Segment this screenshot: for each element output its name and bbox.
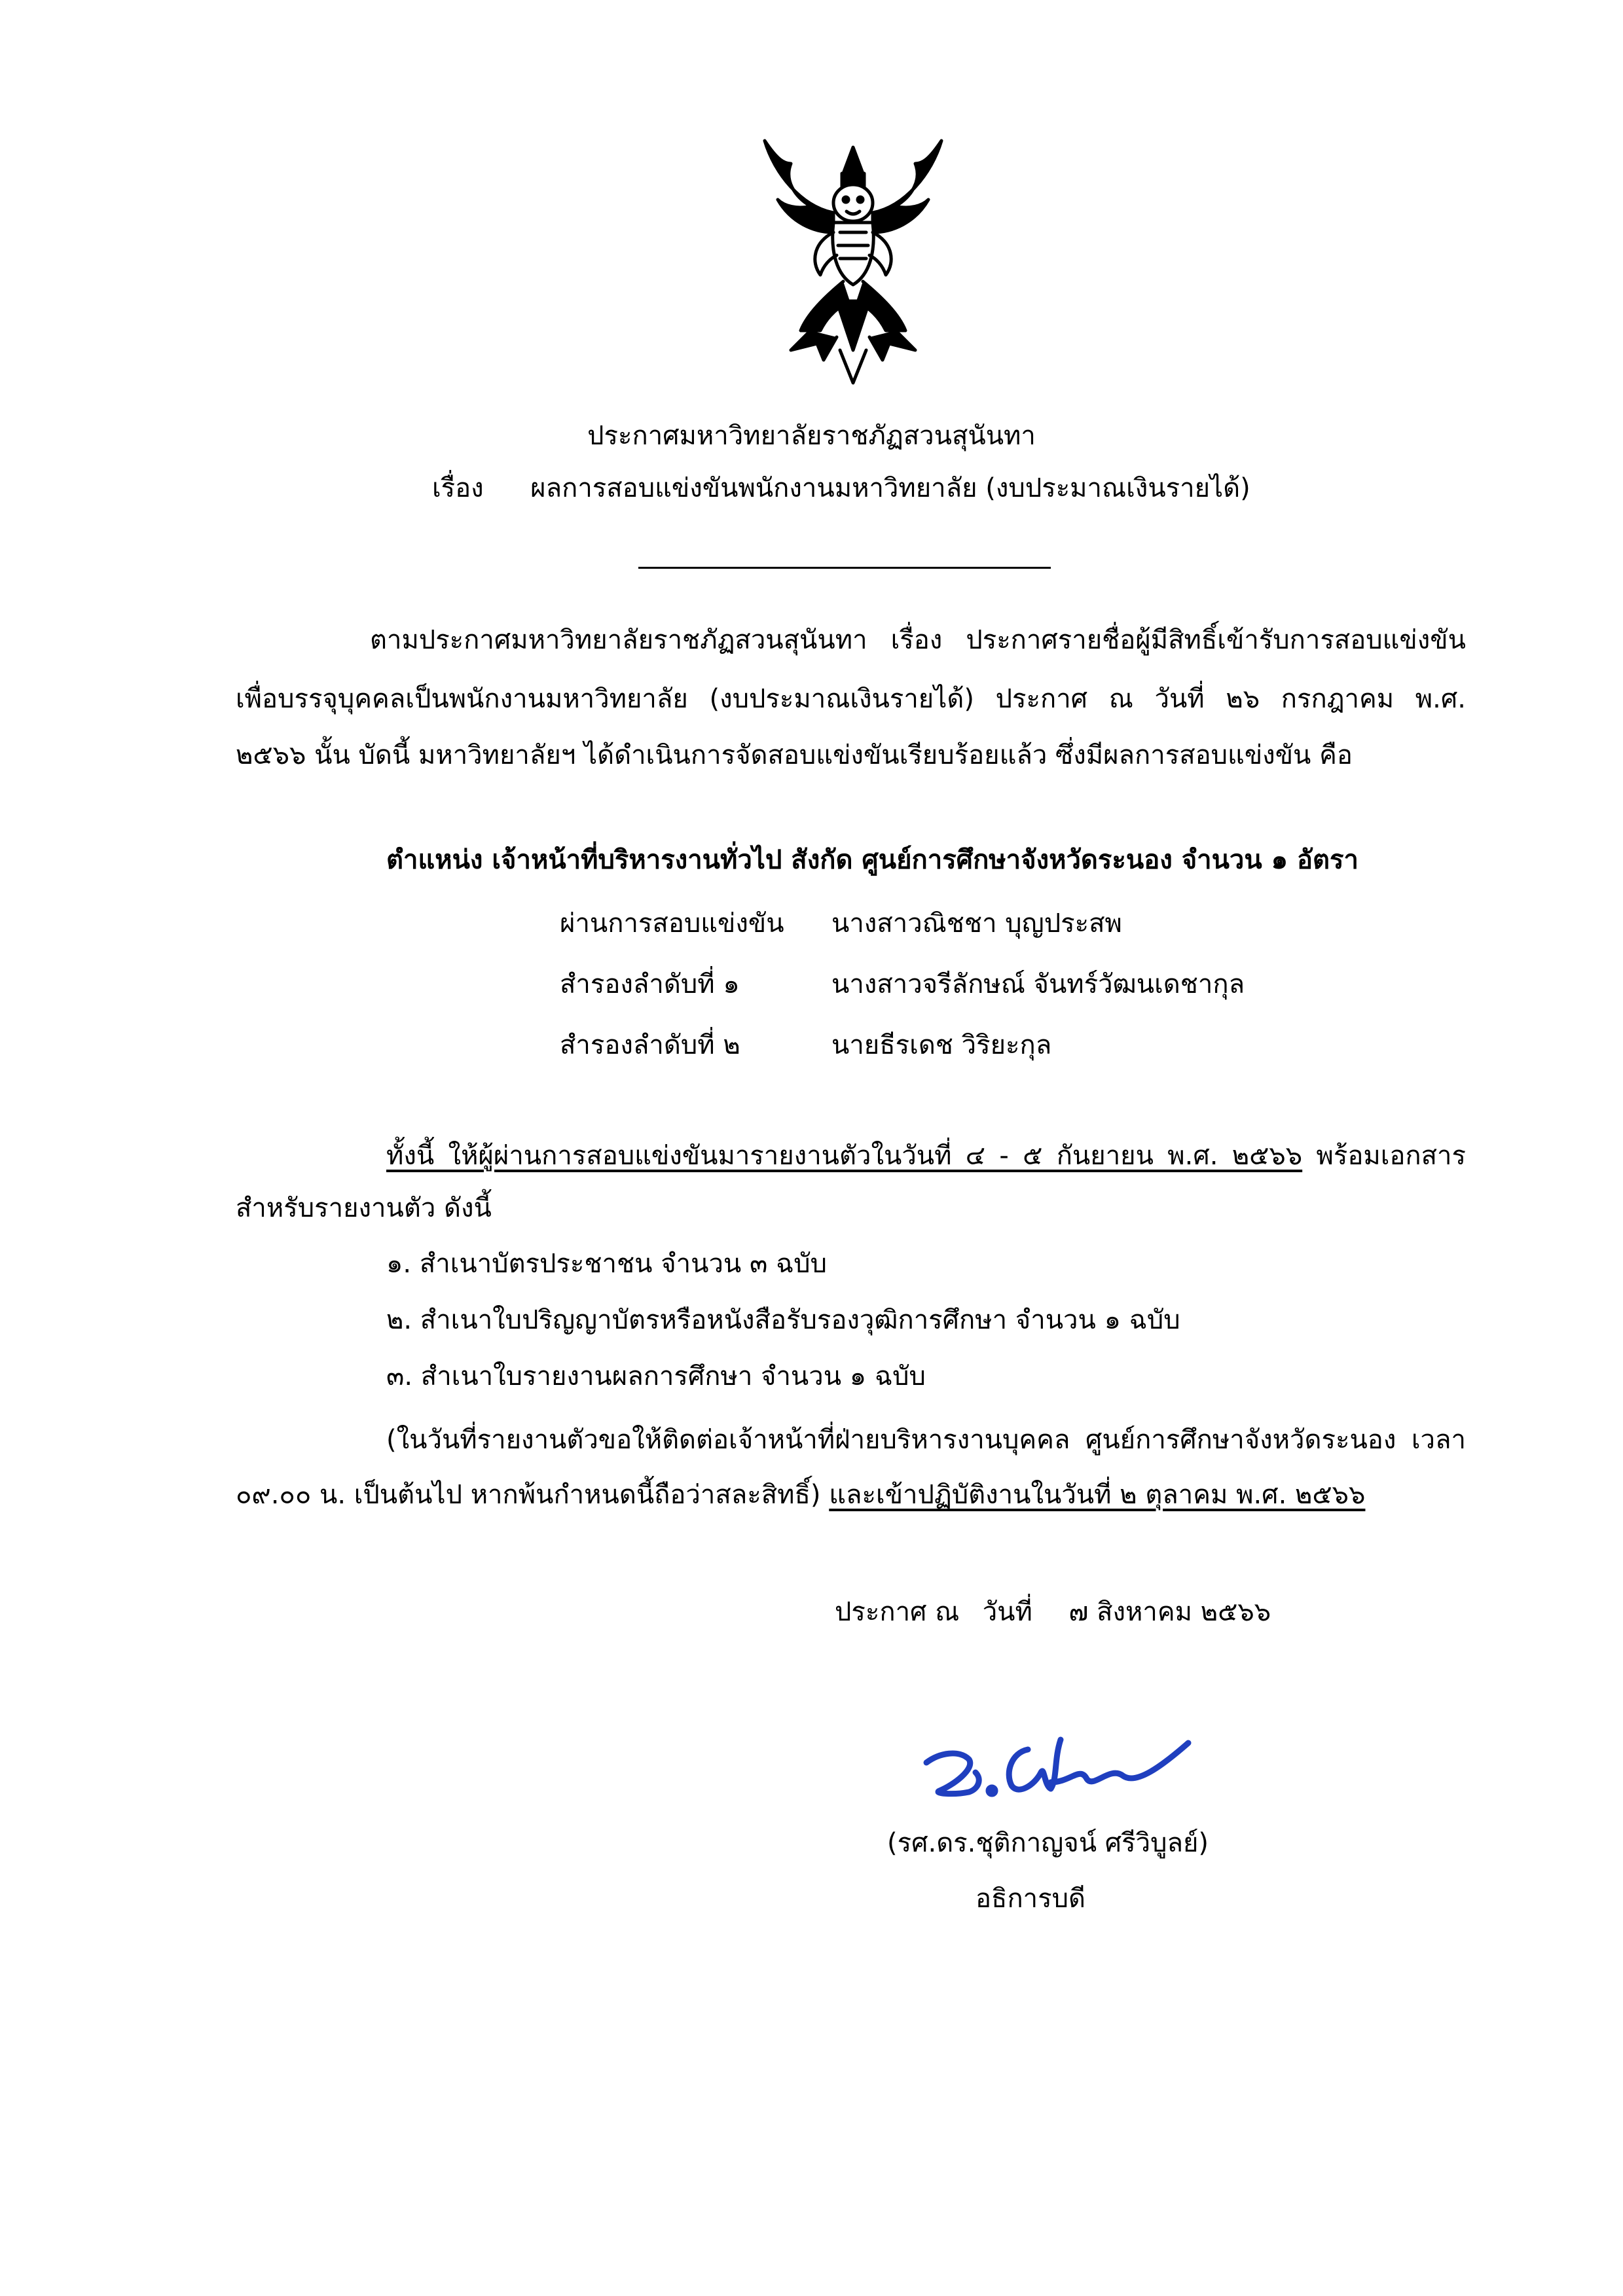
- announce-date: ๗ สิงหาคม ๒๕๖๖: [1068, 1597, 1271, 1627]
- document-item: ๒. สำเนาใบปริญญาบัตรหรือหนังสือรับรองวุฒิการศึกษา จำนวน ๑ ฉบับ: [386, 1305, 1180, 1335]
- result-name: นายธีรเดช วิริยะกุล: [831, 1030, 1052, 1060]
- signer-title: อธิการบดี: [976, 1884, 1085, 1914]
- subject-text: ผลการสอบแข่งขันพนักงานมหาวิทยาลัย (งบประมาณเงินรายได้): [530, 473, 1250, 503]
- start-work-date: และเข้าปฏิบัติงานในวันที่ ๒ ตุลาคม พ.ศ. ๒๕๖๖: [829, 1480, 1366, 1510]
- result-status: สำรองลำดับที่ ๑: [560, 969, 740, 999]
- signer-name: (รศ.ดร.ชุติกาญจน์ ศรีวิบูลย์): [887, 1828, 1209, 1858]
- announce-date-line: [835, 1594, 1271, 1630]
- position-heading: ตำแหน่ง เจ้าหน้าที่บริหารงานทั่วไป สังกัด ศูนย์การศึกษาจังหวัดระนอง จำนวน ๑ อัตรา: [386, 845, 1359, 875]
- garuda-emblem-icon: [739, 134, 968, 389]
- note-line-2: [236, 1477, 1365, 1513]
- result-status: สำรองลำดับที่ ๒: [560, 1030, 740, 1060]
- announce-prefix: ประกาศ ณ: [835, 1597, 960, 1627]
- result-name: นางสาวจรีลักษณ์ จันทร์วัฒนเดชากุล: [831, 969, 1245, 999]
- announce-date-label: วันที่: [982, 1597, 1032, 1627]
- intro-line-2: เพื่อบรรจุบุคคลเป็นพนักงานมหาวิทยาลัย (งบประมาณเงินรายได้) ประกาศ ณ วันที่ ๒๖ กรกฎาคม พ.ศ.: [236, 684, 1466, 714]
- report-dates: ทั้งนี้ ให้ผู้ผ่านการสอบแข่งขันมารายงานตัวในวันที่ ๔ - ๕ กันยายน พ.ศ. ๒๕๖๖: [386, 1141, 1303, 1171]
- intro-line-3: ๒๕๖๖ นั้น บัดนี้ มหาวิทยาลัยฯ ได้ดำเนินการจัดสอบแข่งขันเรียบร้อยแล้ว ซึ่งมีผลการสอบแข่งขัน คือ: [236, 740, 1353, 770]
- result-status: ผ่านการสอบแข่งขัน: [560, 908, 784, 939]
- title-divider: [638, 567, 1051, 569]
- subject-line: [432, 470, 1250, 507]
- document-item: ๑. สำเนาบัตรประชาชน จำนวน ๓ ฉบับ: [386, 1249, 828, 1279]
- report-line-1: [386, 1138, 1466, 1174]
- report-line-2: สำหรับรายงานตัว ดังนี้: [236, 1193, 492, 1223]
- intro-line-1: ตามประกาศมหาวิทยาลัยราชภัฏสวนสุนันทา เรื่อง ประกาศรายชื่อผู้มีสิทธิ์เข้ารับการสอบแข่งขัน: [370, 625, 1466, 655]
- document-item: ๓. สำเนาใบรายงานผลการศึกษา จำนวน ๑ ฉบับ: [386, 1361, 926, 1391]
- announcement-title: ประกาศมหาวิทยาลัยราชภัฏสวนสุนันทา: [587, 421, 1036, 451]
- subject-label: เรื่อง: [432, 473, 484, 503]
- report-after: พร้อมเอกสาร: [1316, 1141, 1466, 1171]
- note-line-1: (ในวันที่รายงานตัวขอให้ติดต่อเจ้าหน้าที่ฝ่ายบริหารงานบุคคล ศูนย์การศึกษาจังหวัดระนอง เวลา: [386, 1425, 1466, 1455]
- result-name: นางสาวณิชชา บุญประสพ: [831, 908, 1122, 939]
- signature-icon: [913, 1713, 1201, 1812]
- note-text: ๐๙.๐๐ น. เป็นต้นไป หากพ้นกำหนดนี้ถือว่าสละสิทธิ์): [236, 1480, 821, 1510]
